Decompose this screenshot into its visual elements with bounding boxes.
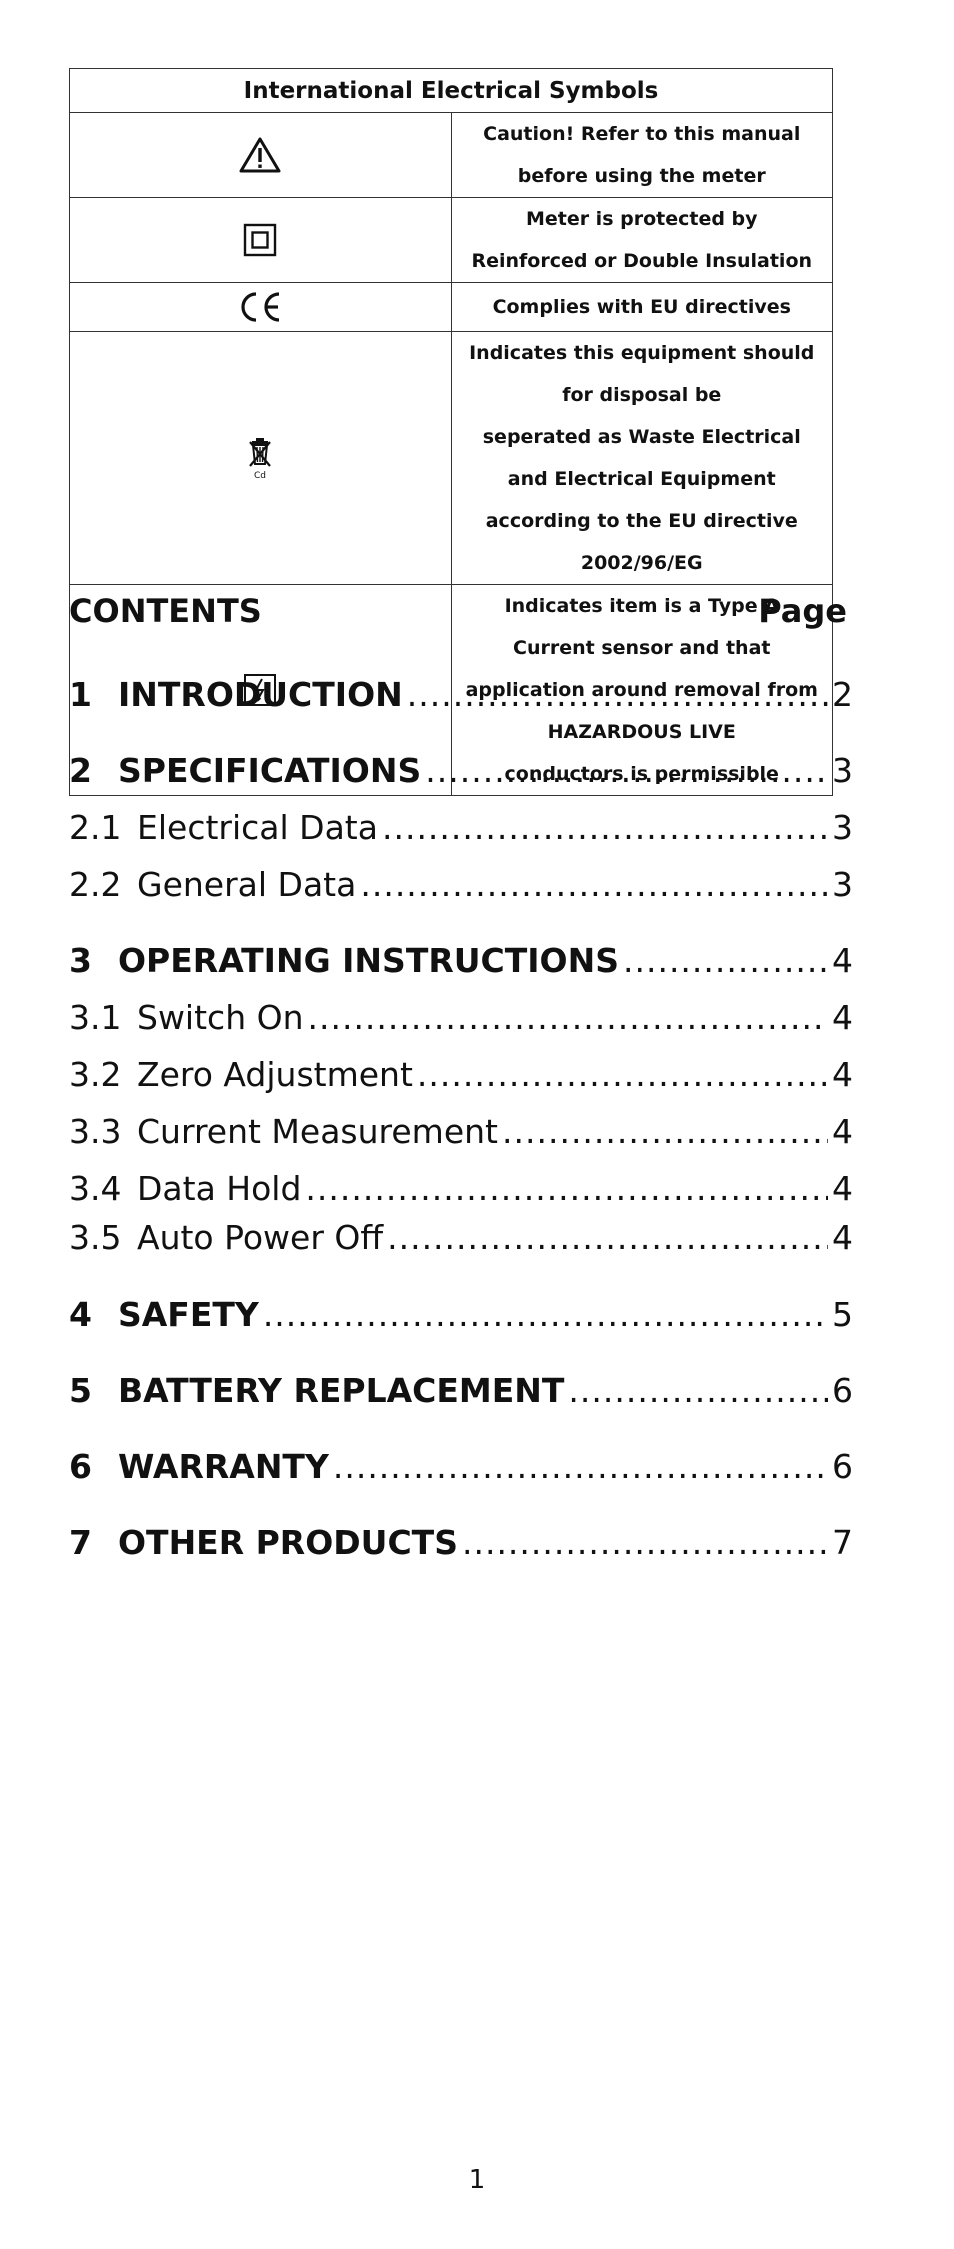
toc-page: 4	[832, 998, 853, 1037]
toc-number: 2.1	[69, 808, 122, 847]
toc-leader	[263, 1295, 828, 1334]
toc-number: 3.4	[69, 1169, 122, 1208]
symbol-description: Caution! Refer to this manual before using the meter	[451, 113, 833, 198]
toc-page: 2	[832, 675, 853, 714]
ce-mark-icon	[238, 290, 282, 324]
toc-leader	[462, 1523, 828, 1562]
toc-title: Electrical Data	[137, 808, 378, 847]
toc-page: 3	[832, 751, 853, 790]
table-row	[70, 198, 833, 283]
toc-entry[interactable]	[69, 1112, 853, 1151]
toc-entry[interactable]	[69, 1523, 853, 1562]
symbol-description: Complies with EU directives	[451, 283, 833, 332]
toc-page: 4	[832, 1112, 853, 1151]
contents-header	[69, 592, 847, 630]
toc-page: 5	[832, 1295, 853, 1334]
description-line: application around removal from HAZARDOUS LIVE	[465, 679, 818, 743]
description-line: Indicates this equipment should for disposal be	[469, 342, 815, 406]
description-line: conductors is permissible	[504, 763, 779, 785]
toc-entry[interactable]	[69, 675, 853, 714]
toc-entry[interactable]	[69, 1295, 853, 1334]
toc-leader	[360, 865, 828, 904]
toc-leader	[307, 998, 828, 1037]
toc-page: 3	[832, 865, 853, 904]
toc-title: BATTERY REPLACEMENT	[118, 1371, 565, 1410]
toc-number: 5	[69, 1371, 92, 1410]
toc-entry[interactable]	[69, 1218, 853, 1257]
contents-heading: CONTENTS	[69, 592, 262, 630]
toc-leader	[502, 1112, 828, 1151]
toc-page: 6	[832, 1447, 853, 1486]
toc-title: Switch On	[137, 998, 304, 1037]
toc-page: 7	[832, 1523, 853, 1562]
toc-entry[interactable]	[69, 1447, 853, 1486]
page-column-heading: Page	[758, 592, 847, 630]
toc-leader	[623, 941, 828, 980]
toc-title: Zero Adjustment	[137, 1055, 413, 1094]
toc-leader	[305, 1169, 828, 1208]
toc-page: 4	[832, 1055, 853, 1094]
table-row	[70, 332, 833, 585]
toc-title: General Data	[137, 865, 357, 904]
toc-entry[interactable]	[69, 1371, 853, 1410]
toc-page: 6	[832, 1371, 853, 1410]
toc-title: SPECIFICATIONS	[118, 751, 422, 790]
weee-cd-label: Cd	[254, 471, 267, 480]
toc-title: OPERATING INSTRUCTIONS	[118, 941, 619, 980]
toc-number: 7	[69, 1523, 92, 1562]
toc-leader	[382, 808, 828, 847]
toc-number: 2.2	[69, 865, 122, 904]
toc-entry[interactable]	[69, 998, 853, 1037]
toc-number: 1	[69, 675, 92, 714]
symbols-table-title: International Electrical Symbols	[70, 69, 833, 113]
toc-title: Auto Power Off	[137, 1218, 384, 1257]
toc-leader	[407, 675, 828, 714]
toc-title: WARRANTY	[118, 1447, 329, 1486]
toc-number: 3.2	[69, 1055, 122, 1094]
toc-number: 4	[69, 1295, 92, 1334]
toc-number: 3.5	[69, 1218, 122, 1257]
weee-bin-icon	[247, 436, 273, 480]
toc-entry[interactable]	[69, 751, 853, 790]
toc-leader	[387, 1218, 828, 1257]
toc-page: 3	[832, 808, 853, 847]
toc-leader	[417, 1055, 828, 1094]
toc-leader	[333, 1447, 828, 1486]
toc-page: 4	[832, 1169, 853, 1208]
description-line: Indicates item is a Type A Current sensor and that	[504, 595, 779, 659]
double-insulation-icon	[243, 223, 277, 257]
toc-title: SAFETY	[118, 1295, 259, 1334]
toc-title: Current Measurement	[137, 1112, 498, 1151]
toc-entry[interactable]	[69, 865, 853, 904]
description-line: according to the EU directive 2002/96/EG	[485, 510, 798, 574]
toc-number: 2	[69, 751, 92, 790]
symbol-description: Meter is protected by Reinforced or Double Insulation	[451, 198, 833, 283]
toc-title: Data Hold	[137, 1169, 302, 1208]
toc-entry[interactable]	[69, 1169, 853, 1208]
toc-entry[interactable]	[69, 1055, 853, 1094]
toc-leader	[425, 751, 828, 790]
toc-page: 4	[832, 1218, 853, 1257]
toc-number: 3.3	[69, 1112, 122, 1151]
toc-entry[interactable]	[69, 808, 853, 847]
toc-number: 3.1	[69, 998, 122, 1037]
toc-title: INTRODUCTION	[118, 675, 403, 714]
table-row	[70, 283, 833, 332]
toc-title: OTHER PRODUCTS	[118, 1523, 458, 1562]
page-number: 1	[468, 2165, 486, 2195]
toc-number: 6	[69, 1447, 92, 1486]
toc-leader	[568, 1371, 828, 1410]
warning-triangle-icon	[239, 137, 281, 173]
description-line: seperated as Waste Electrical and Electrical Equipment	[482, 426, 801, 490]
table-row	[70, 113, 833, 198]
toc-entry[interactable]	[69, 941, 853, 980]
toc-page: 4	[832, 941, 853, 980]
toc-number: 3	[69, 941, 92, 980]
symbol-description	[451, 332, 833, 585]
